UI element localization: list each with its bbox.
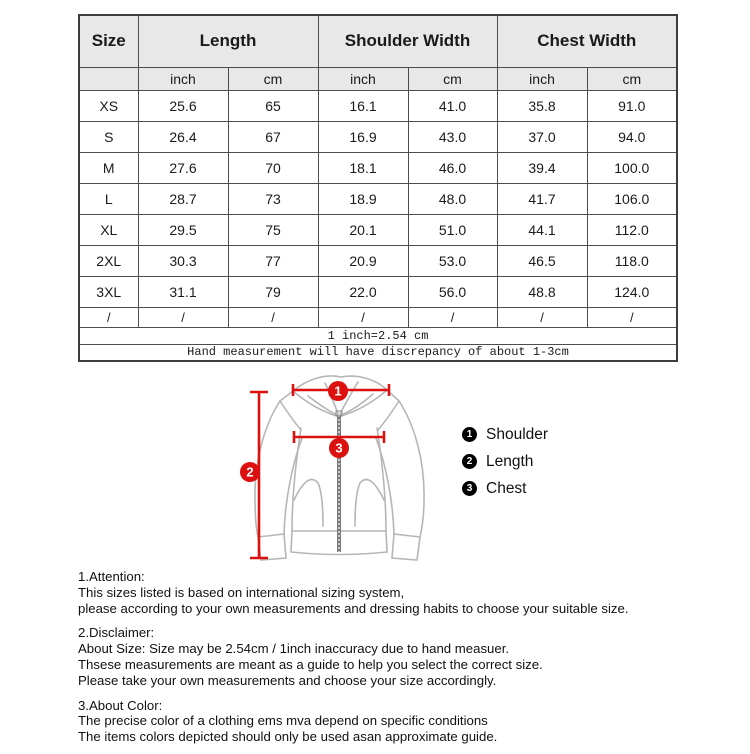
value-cell: 39.4 (497, 152, 587, 183)
value-cell: 73 (228, 183, 318, 214)
value-cell: 25.6 (138, 90, 228, 121)
legend-item-length (462, 448, 548, 475)
marker-number-length: 2 (246, 464, 254, 480)
value-cell: / (138, 307, 228, 327)
table-row (79, 152, 677, 183)
legend-label: Chest (486, 479, 527, 497)
value-cell: 28.7 (138, 183, 228, 214)
value-cell: 44.1 (497, 214, 587, 245)
table-header-row (79, 15, 677, 67)
value-cell: 70 (228, 152, 318, 183)
table-row (79, 121, 677, 152)
value-cell: 67 (228, 121, 318, 152)
legend-item-chest (462, 475, 548, 502)
note-section-attention (78, 569, 698, 616)
value-cell: 18.1 (318, 152, 408, 183)
value-cell: 48.8 (497, 276, 587, 307)
unit-label: inch (497, 67, 587, 90)
size-cell: / (79, 307, 138, 327)
note-text: Please take your own measurements and choose your size accordingly. (78, 672, 497, 688)
note-title: 3.About Color: (78, 697, 163, 713)
value-cell: 46.5 (497, 245, 587, 276)
conversion-note: 1 inch=2.54 cm (79, 327, 677, 344)
note-text: This sizes listed is based on international sizing system, (78, 584, 405, 600)
table-row (79, 90, 677, 121)
note-text: please according to your own measurements and dressing habits to choose your suitable size. (78, 600, 629, 616)
value-cell: 16.9 (318, 121, 408, 152)
value-cell: 79 (228, 276, 318, 307)
size-chart-table (78, 14, 678, 362)
hoodie-measurement-diagram (228, 368, 450, 568)
header-size: Size (79, 15, 138, 67)
value-cell: 106.0 (587, 183, 677, 214)
legend-number-icon: 1 (462, 427, 477, 442)
value-cell: 51.0 (408, 214, 497, 245)
value-cell: / (318, 307, 408, 327)
size-cell: XS (79, 90, 138, 121)
size-cell: 2XL (79, 245, 138, 276)
value-cell: 18.9 (318, 183, 408, 214)
table-row (79, 245, 677, 276)
note-text: The items colors depicted should only be used asan approximate guide. (78, 729, 498, 745)
value-cell: 100.0 (587, 152, 677, 183)
value-cell: / (587, 307, 677, 327)
value-cell: 94.0 (587, 121, 677, 152)
value-cell: 46.0 (408, 152, 497, 183)
value-cell: 31.1 (138, 276, 228, 307)
header-chest-width: Chest Width (497, 15, 677, 67)
measurement-legend (462, 421, 548, 502)
measurement-note-row (79, 344, 677, 361)
note-text: Thsese measurements are meant as a guide to help you select the correct size. (78, 656, 543, 672)
value-cell: 22.0 (318, 276, 408, 307)
table-row (79, 183, 677, 214)
note-title: 1.Attention: (78, 569, 145, 584)
value-cell: 43.0 (408, 121, 497, 152)
value-cell: 53.0 (408, 245, 497, 276)
note-text: The precise color of a clothing ems mva depend on specific conditions (78, 713, 488, 729)
header-shoulder-width: Shoulder Width (318, 15, 497, 67)
unit-label: inch (318, 67, 408, 90)
header-length: Length (138, 15, 318, 67)
value-cell: 48.0 (408, 183, 497, 214)
value-cell: 56.0 (408, 276, 497, 307)
units-row (79, 67, 677, 90)
value-cell: 29.5 (138, 214, 228, 245)
value-cell: 20.9 (318, 245, 408, 276)
value-cell: 41.7 (497, 183, 587, 214)
note-title: 2.Disclaimer: (78, 625, 155, 641)
measurement-note: Hand measurement will have discrepancy of about 1-3cm (79, 344, 677, 361)
size-cell: M (79, 152, 138, 183)
units-empty-cell (79, 67, 138, 90)
value-cell: 26.4 (138, 121, 228, 152)
legend-item-shoulder (462, 421, 548, 448)
note-section-about-color (78, 698, 698, 745)
legend-label: Shoulder (486, 425, 549, 443)
value-cell: 41.0 (408, 90, 497, 121)
size-cell: L (79, 183, 138, 214)
unit-label: cm (228, 67, 318, 90)
size-cell: 3XL (79, 276, 138, 307)
value-cell: / (228, 307, 318, 327)
value-cell: 75 (228, 214, 318, 245)
table-row (79, 214, 677, 245)
marker-number-chest: 3 (335, 440, 343, 456)
notes-block (78, 569, 698, 754)
note-section-disclaimer (78, 625, 698, 688)
size-cell: S (79, 121, 138, 152)
value-cell: 37.0 (497, 121, 587, 152)
marker-number-shoulder: 1 (334, 383, 342, 399)
unit-label: cm (587, 67, 677, 90)
legend-number-icon: 2 (462, 454, 477, 469)
value-cell: / (408, 307, 497, 327)
size-cell: XL (79, 214, 138, 245)
value-cell: / (497, 307, 587, 327)
value-cell: 20.1 (318, 214, 408, 245)
value-cell: 30.3 (138, 245, 228, 276)
conversion-note-row (79, 327, 677, 344)
value-cell: 118.0 (587, 245, 677, 276)
hoodie-sketch (228, 368, 450, 568)
value-cell: 35.8 (497, 90, 587, 121)
unit-label: inch (138, 67, 228, 90)
value-cell: 65 (228, 90, 318, 121)
measurement-lines (250, 384, 389, 558)
value-cell: 124.0 (587, 276, 677, 307)
value-cell: 27.6 (138, 152, 228, 183)
legend-number-icon: 3 (462, 481, 477, 496)
note-text: About Size: Size may be 2.54cm / 1inch inaccuracy due to hand measuer. (78, 641, 510, 657)
table-row-empty (79, 307, 677, 327)
unit-label: cm (408, 67, 497, 90)
value-cell: 91.0 (587, 90, 677, 121)
value-cell: 16.1 (318, 90, 408, 121)
value-cell: 77 (228, 245, 318, 276)
table-row (79, 276, 677, 307)
legend-label: Length (486, 452, 534, 470)
value-cell: 112.0 (587, 214, 677, 245)
